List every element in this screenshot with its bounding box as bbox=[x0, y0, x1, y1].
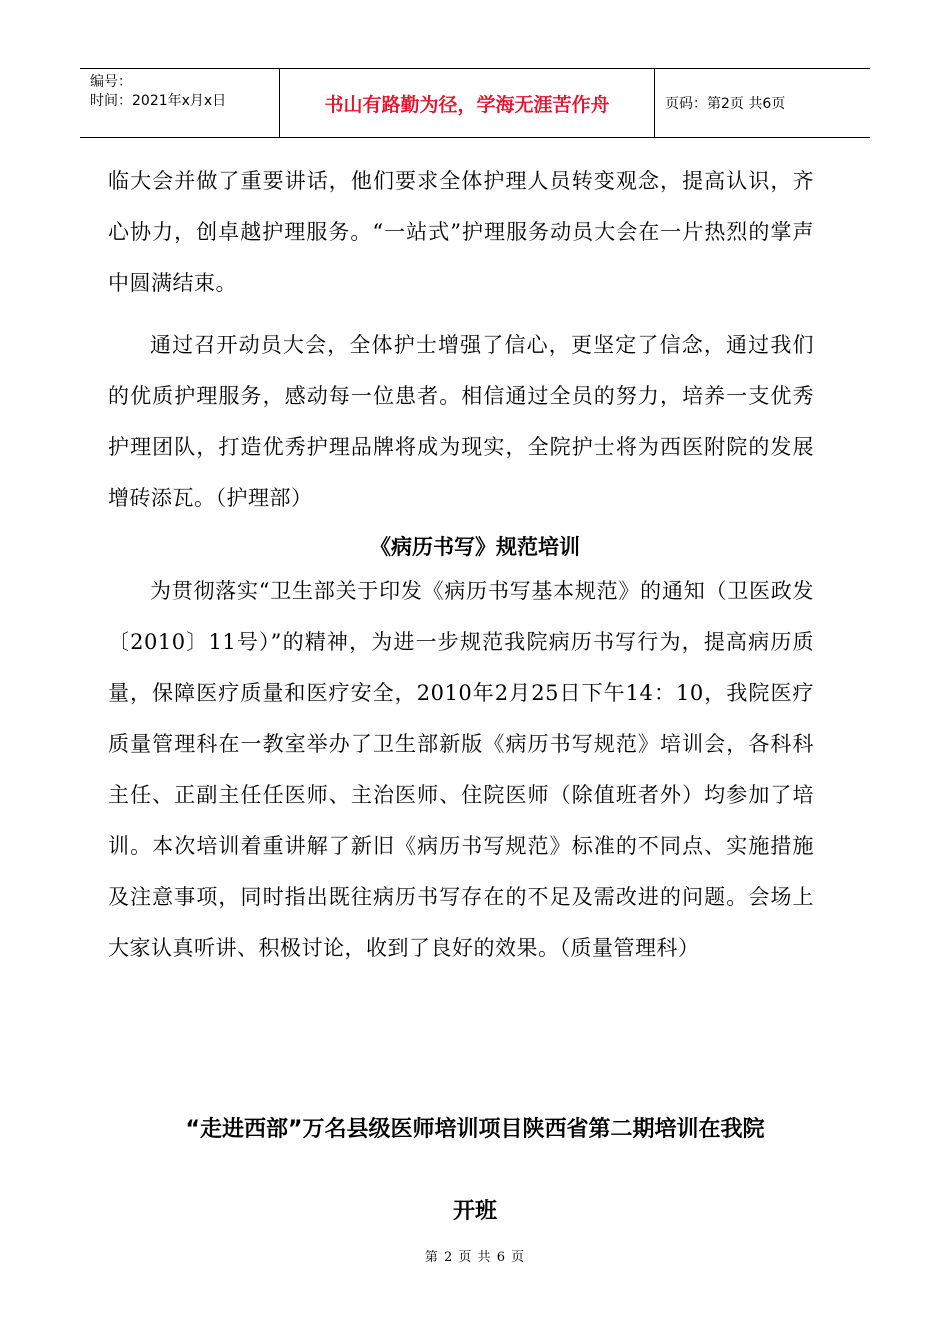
section-heading-west-training-line2: 开班 bbox=[452, 1199, 497, 1224]
document-number-label: 编号： bbox=[90, 74, 132, 90]
header-motto: 书山有路勤为径，学海无涯苦作舟 bbox=[280, 69, 655, 137]
paragraph-1: 临大会并做了重要讲话，他们要求全体护理人员转变观念，提高认识，齐心协力，创卓越护理服务。“一站式”护理服务动员大会在一片热烈的掌声中圆满结束。 bbox=[108, 169, 814, 295]
paragraph-2: 通过召开动员大会，全体护士增强了信心，更坚定了信念，通过我们的优质护理服务，感动每一位患者。相信通过全员的努力，培养一支优秀护理团队，打造优秀护理品牌将成为现实，全院护士将为西医附院的发展增砖添瓦。（护理部） bbox=[108, 333, 814, 510]
header-meta bbox=[80, 69, 280, 137]
section-heading-medical-records: 《病历书写》规范培训 bbox=[370, 535, 580, 559]
document-header bbox=[80, 68, 870, 138]
section-heading-west-training-line1: “走进西部”万名县级医师培训项目陕西省第二期培训在我院 bbox=[185, 1117, 765, 1142]
document-date: 时间：2021年x月x日 bbox=[90, 93, 227, 109]
header-page-info: 页码：第2页 共6页 bbox=[665, 96, 786, 112]
page-footer: 第 2 页 共 6 页 bbox=[424, 1250, 526, 1265]
paragraph-3: 为贯彻落实“卫生部关于印发《病历书写基本规范》的通知（卫医政发〔2010〕11号）”的精神，为进一步规范我院病历书写行为，提高病历质量，保障医疗质量和医疗安全，2010年2月25日下午14：10，我院医疗质量管理科在一教室举办了卫生部新版《病历书写规范》培训会，各科科主任、正副主任任医师、主治医师、住院医师（除值班者外）均参加了培训。本次培训着重讲解了新旧《病历书写规范》标准的不同点、实施措施及注意事项，同时指出既往病历书写存在的不足及需改进的问题。会场上大家认真听讲、积极讨论，收到了良好的效果。（质量管理科） bbox=[108, 579, 814, 960]
